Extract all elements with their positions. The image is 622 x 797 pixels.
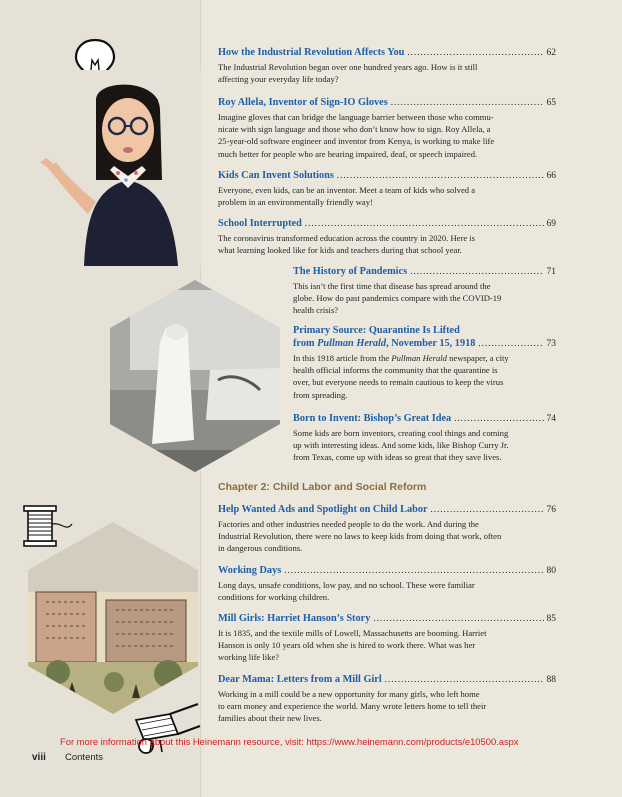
toc-entry-title[interactable]: Primary Source: Quarantine Is Lifted (293, 325, 460, 336)
desc-line: Long days, unsafe conditions, low pay, and no school. These were familiar (218, 580, 475, 590)
toc-entry-heading[interactable] (293, 265, 556, 278)
desc-italic: Pullman Herald (391, 353, 447, 363)
toc-entry-title[interactable]: Born to Invent: Bishop’s Great Idea (293, 413, 452, 424)
resource-link[interactable]: For more information about this Heinemann resource, visit: https://www.heinemann.com/products/e10500.aspx (60, 736, 519, 747)
toc-entry-description (218, 61, 556, 85)
toc-page-number[interactable]: 62 (546, 48, 556, 58)
toc-entry (218, 612, 556, 664)
desc-line: what learning looked like for kids and teachers during that school year. (218, 245, 462, 256)
toc-entry-title-line2[interactable] (293, 338, 475, 350)
mill-engraving (28, 522, 198, 714)
toc-page-number[interactable]: 80 (546, 566, 556, 576)
toc-entry-heading[interactable] (293, 412, 556, 425)
toc-entry (218, 564, 556, 603)
toc-entry (218, 46, 556, 85)
desc-line: to earn money and experience the world. Many wrote letters home to tell their (218, 701, 487, 712)
dot-leader (431, 503, 544, 515)
title-part: , November 15, 1918 (386, 338, 476, 349)
toc-entry-description (293, 352, 556, 401)
toc-entry-description (218, 184, 556, 208)
toc-entry-description (218, 579, 556, 603)
desc-line: This isn’t the first time that disease has spread around the (293, 281, 491, 291)
dot-leader (284, 564, 543, 576)
desc-line: health crisis? (293, 305, 339, 316)
dot-leader (407, 46, 543, 58)
desc-line: over, but everyone needs to remain cautious to keep the virus (293, 377, 504, 388)
desc-line: Working in a mill could be a new opportunity for many girls, who left home (218, 689, 480, 699)
toc-entry-heading[interactable] (293, 337, 556, 350)
girl-photo (36, 70, 202, 266)
dot-leader (337, 169, 544, 181)
desc-line: Industrial Revolution, there were no laws to keep kids from doing that work, often (218, 531, 502, 542)
toc-entry-description (218, 232, 556, 256)
chapter-heading: Chapter 2: Child Labor and Social Reform (218, 481, 427, 493)
desc-line: from spreading. (293, 389, 348, 400)
desc-part: In this 1918 article from the (293, 353, 392, 363)
title-part: from (293, 338, 318, 349)
title-italic: Pullman Herald (317, 338, 387, 349)
desc-line: 25-year-old software engineer and inventor from Kenya, is working to make life (218, 136, 495, 147)
desc-line: affecting your everyday life today? (218, 74, 339, 85)
desc-line: nicate with sign language and those who don’t know how to sign. Roy Allela, a (218, 124, 491, 135)
toc-entry-description (218, 688, 556, 725)
toc-entry-description (293, 427, 556, 464)
toc-entry-title[interactable]: The History of Pandemics (293, 266, 408, 277)
desc-line: problem in an environmentally friendly way! (218, 197, 373, 208)
dot-leader (391, 96, 544, 108)
toc-entry-title[interactable]: Working Days (218, 565, 282, 576)
toc-entry (218, 673, 556, 725)
dot-leader (454, 412, 543, 424)
toc-entry-heading[interactable] (218, 612, 556, 625)
desc-line: Imagine gloves that can bridge the language barrier between those who commu- (218, 112, 494, 122)
toc-entry-description (218, 627, 556, 664)
dot-leader (385, 673, 544, 685)
toc-entry-description (218, 518, 556, 555)
toc-entry-heading[interactable] (218, 96, 556, 109)
desc-line: working life like? (218, 652, 280, 663)
section-label: Contents (65, 752, 104, 763)
toc-page-number[interactable]: 88 (546, 675, 556, 685)
hospital-photo (110, 280, 280, 472)
toc-entry-description (218, 111, 556, 160)
toc-entry-title[interactable]: Roy Allela, Inventor of Sign-IO Gloves (218, 97, 388, 108)
desc-line: health official informs the community that the quarantine is (293, 365, 498, 376)
dot-leader (373, 612, 543, 624)
toc-page-number[interactable]: 76 (546, 505, 556, 515)
desc-part: newspaper, a city (446, 353, 509, 363)
toc-page-number[interactable]: 73 (546, 339, 556, 349)
toc-entry-heading[interactable] (218, 169, 556, 182)
page-number: viii (32, 752, 46, 763)
desc-line: from Texas, come up with ideas so great that they save lives. (293, 452, 502, 463)
toc-entry-title[interactable]: Kids Can Invent Solutions (218, 170, 334, 181)
dot-leader (305, 217, 544, 229)
toc-entry (293, 412, 556, 464)
desc-line: Some kids are born inventors, creating cool things and coming (293, 428, 509, 438)
toc-page-number[interactable]: 85 (546, 614, 556, 624)
toc-entry (293, 265, 556, 317)
desc-line: It is 1835, and the textile mills of Lowell, Massachusetts are booming. Harriet (218, 628, 487, 638)
toc-entry-title[interactable]: School Interrupted (218, 218, 302, 229)
desc-line: much better for people who are hearing impaired, deaf, or speech impaired. (218, 148, 478, 159)
desc-line: globe. How do past pandemics compare with the COVID-19 (293, 293, 502, 304)
toc-entry-heading[interactable] (218, 503, 556, 516)
desc-line: The coronavirus transformed education across the country in 2020. Here is (218, 233, 476, 243)
wheelbarrow-icon (130, 700, 204, 758)
toc-entry (218, 217, 556, 256)
toc-page-number[interactable]: 71 (546, 267, 556, 277)
toc-entry-title[interactable]: Dear Mama: Letters from a Mill Girl (218, 674, 382, 685)
desc-line (293, 352, 556, 364)
toc-entry-title[interactable]: How the Industrial Revolution Affects You (218, 47, 405, 58)
desc-line: up with interesting ideas. And some kids, like Bishop Curry Jr. (293, 440, 509, 451)
dot-leader (478, 337, 543, 349)
desc-line: families about their new lives. (218, 713, 322, 724)
toc-entry (218, 503, 556, 555)
toc-page-number[interactable]: 66 (546, 171, 556, 181)
toc-entry (293, 325, 556, 401)
toc-entry-description (293, 280, 556, 317)
toc-entry-title[interactable]: Help Wanted Ads and Spotlight on Child Labor (218, 504, 428, 515)
desc-line: Everyone, even kids, can be an inventor. Meet a team of kids who solved a (218, 185, 476, 195)
toc-page-number[interactable]: 74 (546, 414, 556, 424)
toc-entry-heading[interactable] (218, 673, 556, 686)
dot-leader (410, 265, 543, 277)
toc-entry-title[interactable]: Mill Girls: Harriet Hanson’s Story (218, 613, 371, 624)
desc-line: in dangerous conditions. (218, 543, 303, 554)
desc-line: Factories and other industries needed people to do the work. And during the (218, 519, 479, 529)
desc-line: Hanson is only 10 years old when she is hired to work there. What was her (218, 640, 476, 651)
toc-entry (218, 96, 556, 160)
desc-line: conditions for working children. (218, 592, 330, 603)
toc-page-number[interactable]: 69 (546, 219, 556, 229)
desc-line: The Industrial Revolution began over one hundred years ago. How is it still (218, 62, 478, 72)
toc-entry-heading[interactable] (218, 46, 556, 59)
toc-page-number[interactable]: 65 (546, 98, 556, 108)
toc-entry (218, 169, 556, 208)
toc-entry-heading[interactable] (218, 217, 556, 230)
toc-entry-heading[interactable] (218, 564, 556, 577)
